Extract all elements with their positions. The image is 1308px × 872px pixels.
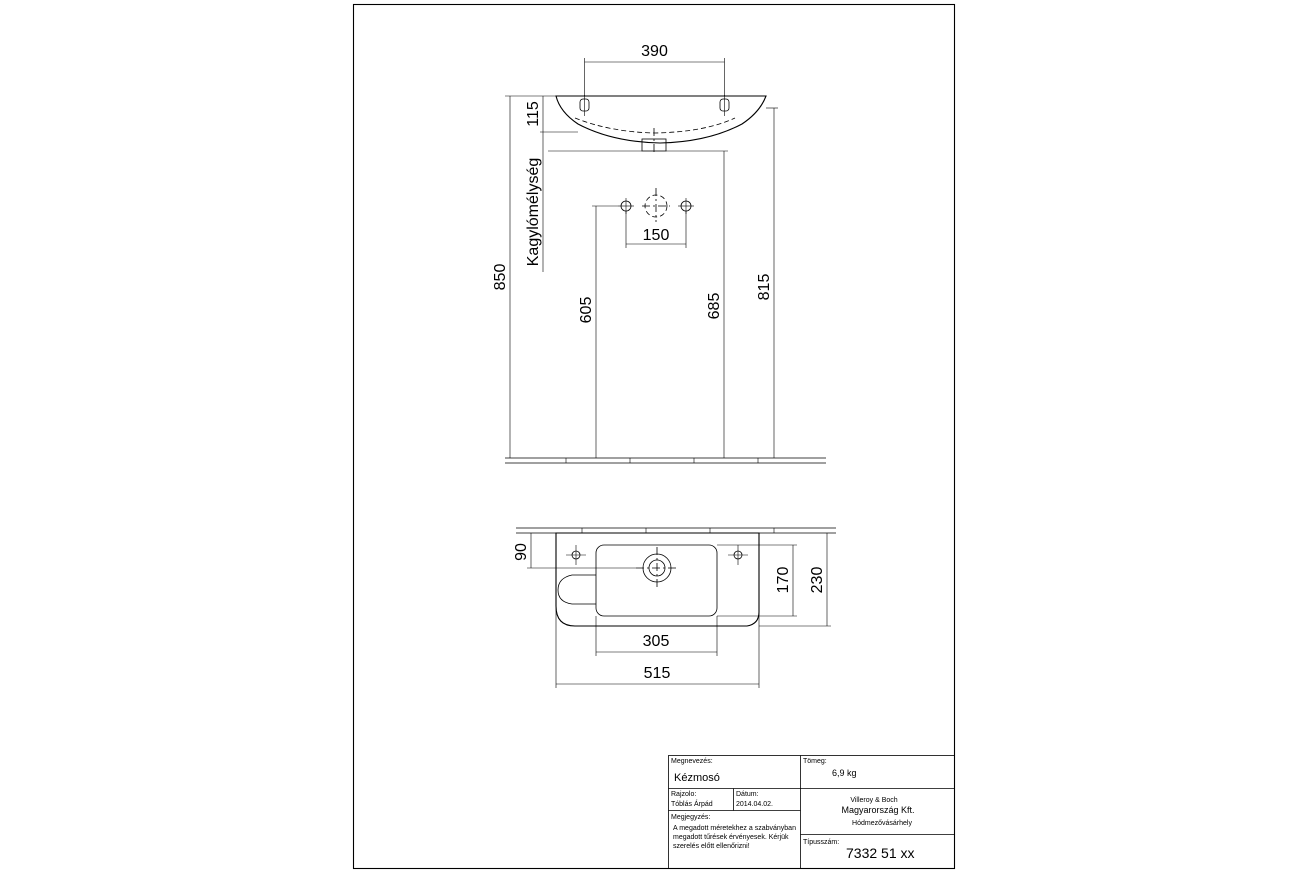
dim-total-width: 515 bbox=[643, 665, 671, 682]
dim-hole-spacing: 390 bbox=[641, 43, 668, 60]
dim-bowl-depth: 170 bbox=[775, 566, 792, 594]
floor-line bbox=[505, 458, 826, 463]
dim-supply-height: 605 bbox=[578, 296, 595, 324]
dim-offset: 90 bbox=[513, 543, 530, 561]
bowl-top bbox=[596, 545, 717, 616]
company-line-1: Villeroy & Boch bbox=[850, 797, 898, 804]
dim-bowl-width: 305 bbox=[642, 633, 670, 650]
company-line-3: Hódmezővásárhely bbox=[852, 820, 912, 827]
title-block bbox=[669, 756, 955, 869]
basin-depth-label: Kagylómélység bbox=[525, 157, 542, 267]
dim-total-depth: 230 bbox=[809, 566, 826, 594]
date-label: Dátum: bbox=[736, 791, 759, 798]
top-view bbox=[513, 528, 836, 688]
weight-value: 6,9 kg bbox=[832, 768, 857, 778]
soap-ledge bbox=[558, 575, 596, 604]
drawer-label: Rajzolo: bbox=[671, 791, 697, 798]
dim-drain-height: 685 bbox=[706, 292, 723, 320]
note-line-1: A megadott méretekhez a szabványban bbox=[673, 825, 796, 832]
type-value: 7332 51 xx bbox=[846, 845, 915, 861]
weight-label: Tömeg: bbox=[803, 758, 827, 765]
note-label: Megjegyzés: bbox=[671, 814, 711, 821]
front-view bbox=[492, 43, 826, 463]
basin-inner-dashed bbox=[575, 118, 735, 133]
note-line-2: megadott tűrések érvényesek. Kérjük bbox=[673, 834, 789, 841]
wall-line bbox=[516, 528, 836, 533]
mounting-hole-top-right bbox=[728, 545, 748, 565]
mounting-hole-left bbox=[580, 95, 589, 116]
dim-supply-spacing: 150 bbox=[642, 227, 670, 244]
type-label: Típusszám: bbox=[803, 839, 840, 846]
supply-hole-center bbox=[642, 188, 670, 222]
company-line-2: Magyarország Kft. bbox=[841, 805, 915, 815]
basin-front-outline bbox=[556, 96, 766, 143]
dim-basin-depth: 115 bbox=[525, 101, 542, 127]
name-label: Megnevezés: bbox=[671, 758, 713, 765]
basin-top-outline bbox=[556, 533, 759, 626]
name-value: Kézmosó bbox=[674, 772, 720, 784]
mounting-hole-right bbox=[720, 95, 729, 116]
drain-top bbox=[636, 547, 678, 589]
note-line-3: szerelés előtt ellenőrizni! bbox=[673, 843, 750, 850]
mounting-hole-top-left bbox=[566, 545, 586, 565]
dim-rim-height: 815 bbox=[756, 273, 773, 301]
drawer-value: Tóblás Árpád bbox=[671, 801, 713, 808]
date-value: 2014.04.02. bbox=[736, 801, 773, 808]
dim-total-height: 850 bbox=[492, 263, 509, 291]
